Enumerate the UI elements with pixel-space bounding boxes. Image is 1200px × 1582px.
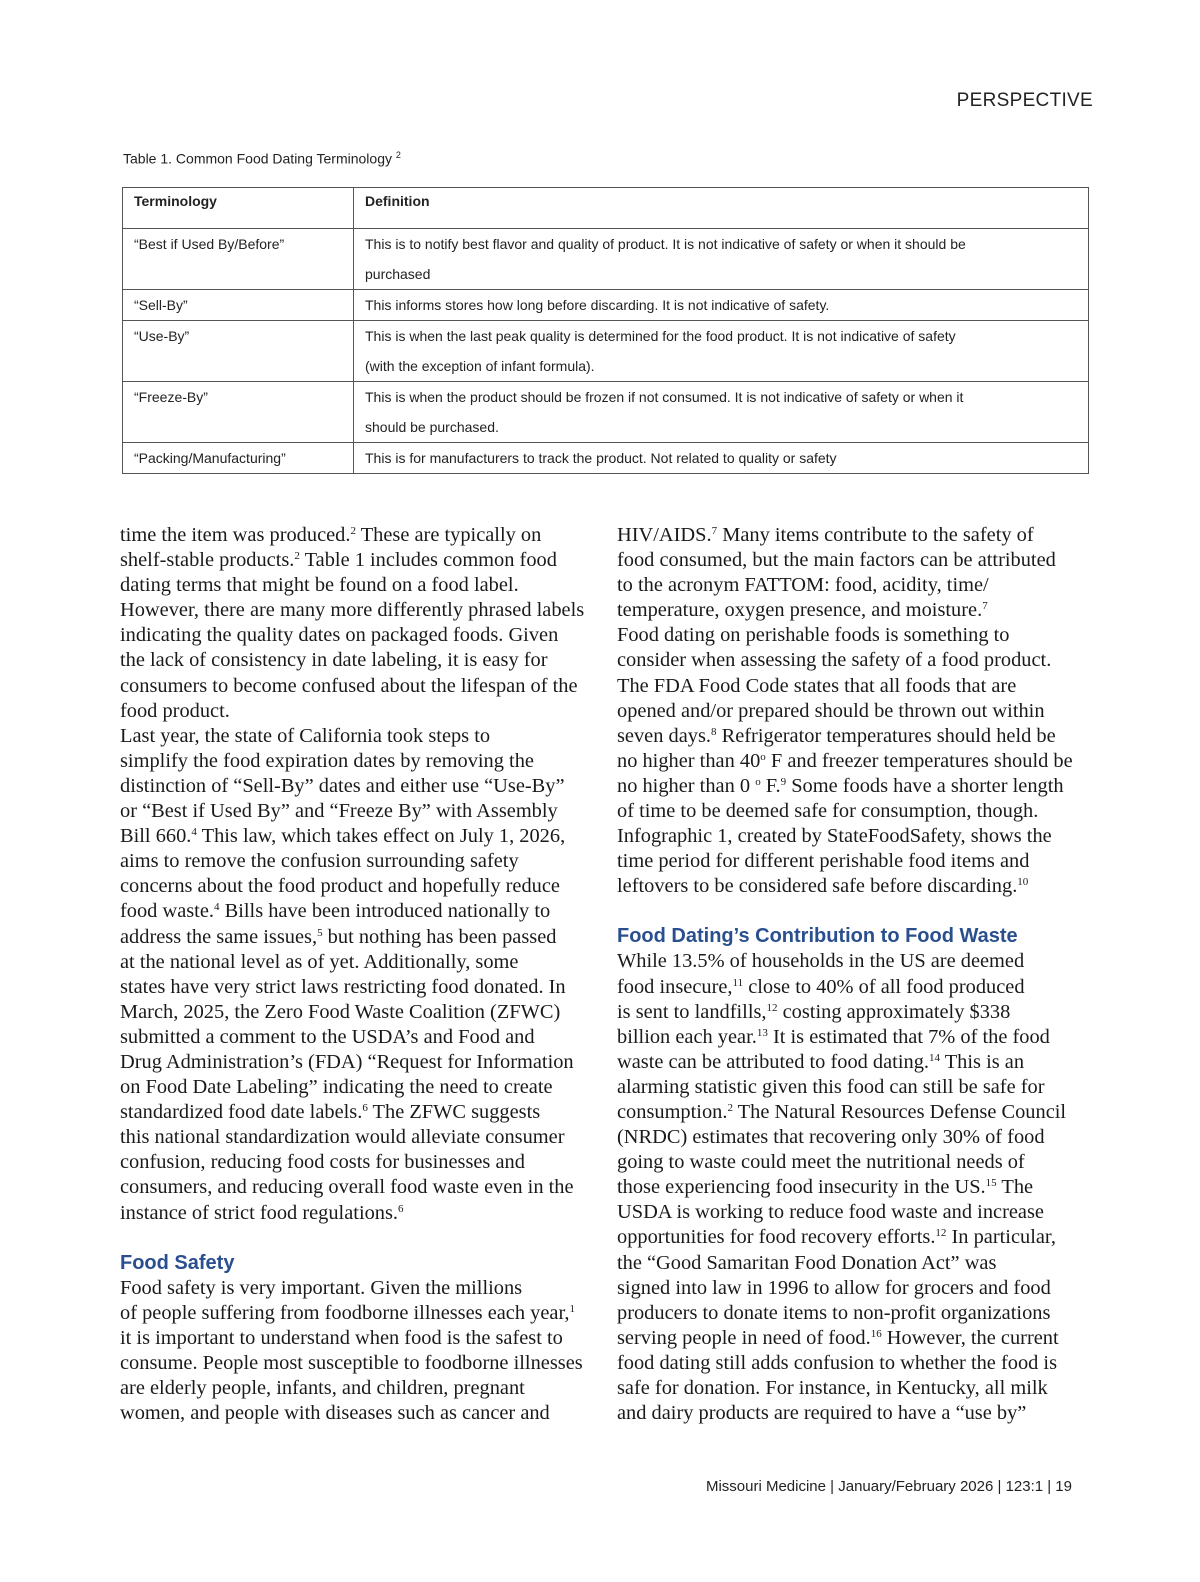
reference-mark: 15 bbox=[985, 1177, 997, 1190]
right-column bbox=[617, 523, 1092, 1426]
terminology-table bbox=[122, 187, 1089, 474]
reference-mark: o bbox=[755, 775, 761, 788]
cell-term: “Use-By” bbox=[123, 321, 354, 382]
reference-mark: o bbox=[760, 750, 766, 763]
table-caption-ref: 2 bbox=[395, 150, 401, 160]
cell-term: “Sell-By” bbox=[123, 290, 354, 321]
reference-mark: 2 bbox=[294, 550, 300, 563]
reference-mark: 16 bbox=[870, 1327, 882, 1340]
section-label: PERSPECTIVE bbox=[956, 90, 1093, 111]
reference-mark: 8 bbox=[711, 725, 717, 738]
table-row bbox=[123, 290, 1089, 321]
reference-mark: 4 bbox=[214, 901, 220, 914]
footer-citation: Missouri Medicine | January/February 2026 | 123:1 | 19 bbox=[705, 1478, 1072, 1495]
cell-term: “Packing/Manufacturing” bbox=[123, 443, 354, 474]
reference-mark: 6 bbox=[398, 1202, 404, 1215]
reference-mark: 13 bbox=[756, 1026, 768, 1039]
cell-definition: This is for manufacturers to track the product. Not related to quality or safety bbox=[354, 443, 1089, 474]
table-row bbox=[123, 229, 1089, 290]
paragraph-left-3: Food safety is very important. Given the millions of people suffering from foodborne illnesses each year,$^1$ it is important to understand when food is the safest to consume. People most susceptible to foodborne illnesses are elderly people, infants, and children, pregnant women, and people with diseases such as cancer and bbox=[120, 1276, 583, 1425]
cell-term: “Freeze-By” bbox=[123, 382, 354, 443]
reference-mark: 14 bbox=[929, 1051, 940, 1064]
reference-mark: 12 bbox=[935, 1227, 947, 1240]
reference-mark: 10 bbox=[1017, 876, 1029, 889]
left-column bbox=[120, 523, 595, 1426]
paragraph-right-1: HIV/AIDS.$^7$ Many items contribute to the safety of food consumed, but the main factors can be attributed to the acronym FATTOM: food, acidity, time/ temperature, oxygen presence, and moisture.$^7$ bbox=[617, 524, 1056, 622]
table-caption-text: Table 1. Common Food Dating Terminology bbox=[123, 150, 392, 167]
reference-mark: 6 bbox=[362, 1102, 368, 1115]
reference-mark: 4 bbox=[191, 826, 197, 839]
paragraph-right-3: While 13.5% of households in the US are deemed food insecure,$^{11}$ close to 40% of all food produced is sent to landfills,$^{12}$ costing approximately $338 billion each year.$^{13}$ It is estimated that 7% of the food waste can be attributed to food dating.$^{14}$ This is an alarming statistic given this food can still be safe for consumption.$^2$ The Natural Resources Defense Council (NRDC) estimates that recovering only 30% of food going to waste could meet the nutritional needs of those experiencing food insecurity in the US.$^{15}$ The USDA is working to reduce food waste and increase opportunities for food recovery efforts.$^{12}$ In particular, the “Good Samaritan Food Donation Act” was signed into law in 1996 to allow for grocers and food producers to donate items to non-profit organizations serving people in need of food.$^{16}$ However, the current food dating still adds confusion to whether the food is safe for donation. For instance, in Kentucky, all milk and dairy products are required to have a “use by” bbox=[617, 950, 1067, 1425]
reference-mark: 2 bbox=[350, 525, 356, 537]
reference-mark: 2 bbox=[727, 1101, 733, 1114]
cell-definition: This is when the product should be frozen if not consumed. It is not indicative of safety or when it should be purchased. bbox=[354, 382, 1089, 443]
heading-food-safety: Food Safety bbox=[120, 1251, 235, 1274]
cell-definition: This is when the last peak quality is determined for the food product. It is not indicative of safety (with the exception of infant formula). bbox=[354, 321, 1089, 382]
reference-mark: 9 bbox=[780, 775, 787, 788]
header-terminology: Terminology bbox=[123, 188, 354, 229]
paragraph-left-1: time the item was produced.$^2$ These are typically on shelf-stable products.$^2$ Table 1 includes common food dating terms that might be found on a food label. However, there are many more differently phrased labels indicating the quality dates on packaged foods. Given the lack of consistency in date labeling, it is easy for consumers to become confused about the lifespan of the food product. bbox=[120, 524, 585, 722]
header-definition: Definition bbox=[354, 188, 1089, 229]
reference-mark: 1 bbox=[569, 1302, 576, 1315]
cell-definition: This is to notify best flavor and quality of product. It is not indicative of safety or when it should be purchased bbox=[354, 229, 1089, 290]
paragraph-left-2: Last year, the state of California took steps to simplify the food expiration dates by removing the distinction of “Sell-By” dates and either use “Use-By” or “Best if Used By” and “Freeze By” with Assembly Bill 660.$^4$ This law, which takes effect on July 1, 2026, aims to remove the confusion surrounding safety concerns about the food product and hopefully reduce food waste.$^4$ Bills have been introduced nationally to address the same issues,$^5$ but nothing has been passed at the national level as of yet. Additionally, some states have very strict laws restricting food donated. In March, 2025, the Zero Food Waste Coalition (ZFWC) submitted a comment to the USDA’s and Food and Drug Administration’s (FDA) “Request for Information on Food Date Labeling” indicating the need to create standardized food date labels.$^6$ The ZFWC suggests this national standardization would alleviate consumer confusion, reducing food costs for businesses and consumers, and reducing overall food waste even in the instance of strict food regulations.$^6$ bbox=[120, 724, 574, 1224]
table-header-row bbox=[123, 188, 1089, 229]
reference-mark: 5 bbox=[317, 926, 323, 939]
reference-mark: 11 bbox=[732, 976, 744, 989]
table-row bbox=[123, 321, 1089, 382]
reference-mark: 7 bbox=[982, 600, 988, 613]
table-row bbox=[123, 443, 1089, 474]
heading-food-waste: Food Dating’s Contribution to Food Waste bbox=[617, 925, 1018, 948]
paragraph-right-2: Food dating on perishable foods is something to consider when assessing the safety of a food product. The FDA Food Code states that all foods that are opened and/or prepared should be thrown out within seven days.$^8$ Refrigerator temperatures should held be no higher than 40$^o$ F and freezer temperatures should be no higher than 0 $^o$ F.$^9$ Some foods have a shorter length of time to be deemed safe for consumption, though. Infographic 1, created by StateFoodSafety, shows the time period for different perishable food items and leftovers to be considered safe before discarding.$^{10}$ bbox=[617, 624, 1073, 898]
cell-term: “Best if Used By/Before” bbox=[123, 229, 354, 290]
table-row bbox=[123, 382, 1089, 443]
reference-mark: 7 bbox=[711, 525, 718, 537]
cell-definition: This informs stores how long before discarding. It is not indicative of safety. bbox=[354, 290, 1089, 321]
table-caption bbox=[123, 150, 401, 167]
reference-mark: 12 bbox=[766, 1001, 778, 1014]
